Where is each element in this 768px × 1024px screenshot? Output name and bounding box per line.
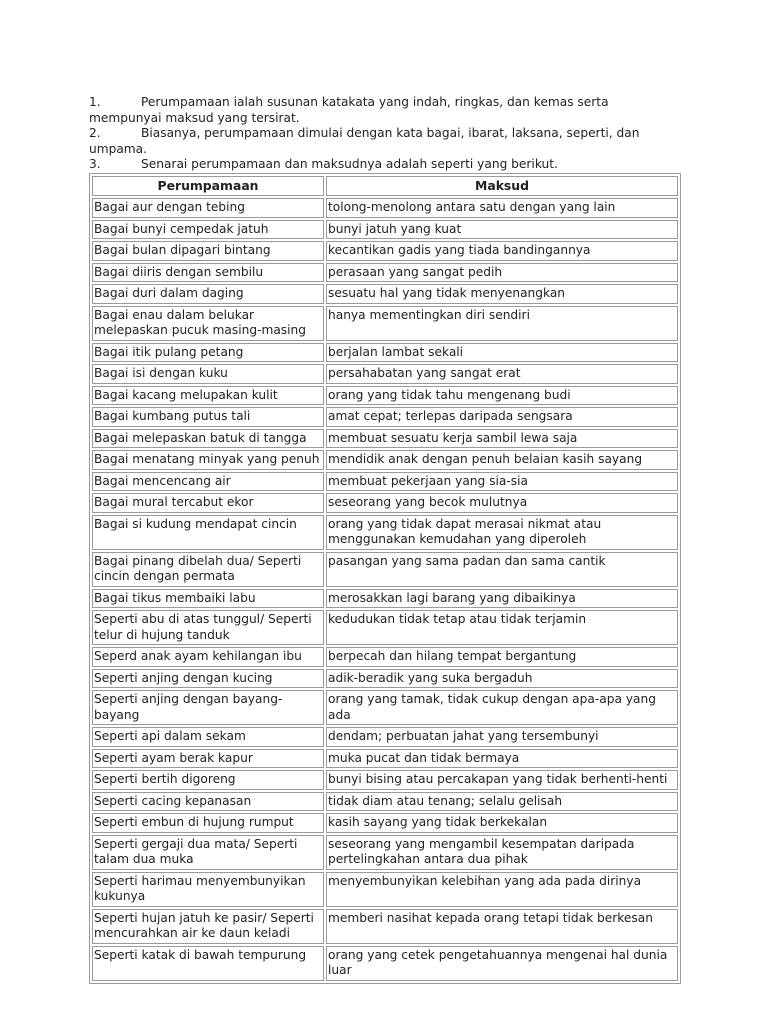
cell-perumpamaan: Seperd anak ayam kehilangan ibu (92, 647, 324, 667)
intro-text: Senarai perumpamaan dan maksudnya adalah seperti yang berikut. (141, 157, 558, 171)
table-row (92, 610, 678, 645)
cell-maksud: seseorang yang becok mulutnya (326, 493, 678, 513)
intro-item (89, 126, 681, 157)
table-row (92, 364, 678, 384)
table-body (92, 198, 678, 981)
table-row (92, 429, 678, 449)
cell-perumpamaan: Bagai diiris dengan sembilu (92, 263, 324, 283)
cell-perumpamaan: Seperti bertih digoreng (92, 770, 324, 790)
table-row (92, 792, 678, 812)
cell-perumpamaan: Seperti ayam berak kapur (92, 749, 324, 769)
cell-maksud: seseorang yang mengambil kesempatan daripada pertelingkahan antara dua pihak (326, 835, 678, 870)
intro-text: Perumpamaan ialah susunan katakata yang indah, ringkas, dan kemas serta mempunyai maksud yang tersirat. (89, 95, 609, 125)
cell-maksud: membuat sesuatu kerja sambil lewa saja (326, 429, 678, 449)
cell-maksud: merosakkan lagi barang yang dibaikinya (326, 589, 678, 609)
cell-maksud: adik-beradik yang suka bergaduh (326, 669, 678, 689)
table-row (92, 515, 678, 550)
cell-maksud: sesuatu hal yang tidak menyenangkan (326, 284, 678, 304)
cell-maksud: kasih sayang yang tidak berkekalan (326, 813, 678, 833)
cell-perumpamaan: Bagai bulan dipagari bintang (92, 241, 324, 261)
table-row (92, 690, 678, 725)
cell-maksud: berjalan lambat sekali (326, 343, 678, 363)
cell-maksud: berpecah dan hilang tempat bergantung (326, 647, 678, 667)
intro-number: 2. (89, 126, 101, 140)
table-row (92, 198, 678, 218)
cell-maksud: orang yang tidak dapat merasai nikmat atau menggunakan kemudahan yang diperoleh (326, 515, 678, 550)
cell-maksud: mendidik anak dengan penuh belaian kasih sayang (326, 450, 678, 470)
cell-perumpamaan: Seperti cacing kepanasan (92, 792, 324, 812)
column-header-perumpamaan: Perumpamaan (92, 176, 324, 197)
cell-perumpamaan: Bagai kacang melupakan kulit (92, 386, 324, 406)
table-row (92, 386, 678, 406)
intro-item (89, 157, 681, 173)
cell-maksud: tolong-menolong antara satu dengan yang lain (326, 198, 678, 218)
table-row (92, 241, 678, 261)
table-row (92, 647, 678, 667)
cell-perumpamaan: Bagai isi dengan kuku (92, 364, 324, 384)
table-row (92, 284, 678, 304)
cell-perumpamaan: Bagai itik pulang petang (92, 343, 324, 363)
table-row (92, 552, 678, 587)
table-row (92, 306, 678, 341)
table-row (92, 727, 678, 747)
cell-maksud: hanya mementingkan diri sendiri (326, 306, 678, 341)
cell-perumpamaan: Seperti api dalam sekam (92, 727, 324, 747)
intro-item (89, 95, 681, 126)
cell-maksud: orang yang cetek pengetahuannya mengenai hal dunia luar (326, 946, 678, 981)
table-row (92, 589, 678, 609)
cell-maksud: pasangan yang sama padan dan sama cantik (326, 552, 678, 587)
table-row (92, 813, 678, 833)
intro-list (89, 95, 681, 173)
table-row (92, 472, 678, 492)
cell-maksud: bunyi bising atau percakapan yang tidak berhenti-henti (326, 770, 678, 790)
intro-number: 1. (89, 95, 101, 109)
cell-perumpamaan: Seperti harimau menyembunyikan kukunya (92, 872, 324, 907)
cell-perumpamaan: Seperti abu di atas tunggul/ Seperti telur di hujung tanduk (92, 610, 324, 645)
cell-maksud: tidak diam atau tenang; selalu gelisah (326, 792, 678, 812)
cell-maksud: memberi nasihat kepada orang tetapi tidak berkesan (326, 909, 678, 944)
cell-perumpamaan: Bagai melepaskan batuk di tangga (92, 429, 324, 449)
cell-perumpamaan: Bagai bunyi cempedak jatuh (92, 220, 324, 240)
cell-perumpamaan: Bagai mencencang air (92, 472, 324, 492)
table-row (92, 263, 678, 283)
table-row (92, 909, 678, 944)
table-header-row (92, 176, 678, 197)
cell-maksud: orang yang tidak tahu mengenang budi (326, 386, 678, 406)
cell-perumpamaan: Seperti katak di bawah tempurung (92, 946, 324, 981)
cell-perumpamaan: Seperti anjing dengan kucing (92, 669, 324, 689)
table-row (92, 493, 678, 513)
cell-maksud: muka pucat dan tidak bermaya (326, 749, 678, 769)
table-row (92, 450, 678, 470)
cell-maksud: bunyi jatuh yang kuat (326, 220, 678, 240)
cell-perumpamaan: Bagai menatang minyak yang penuh (92, 450, 324, 470)
cell-perumpamaan: Bagai tikus membaiki labu (92, 589, 324, 609)
table-row (92, 872, 678, 907)
table-row (92, 749, 678, 769)
simile-table (89, 173, 681, 984)
cell-perumpamaan: Bagai pinang dibelah dua/ Seperti cincin dengan permata (92, 552, 324, 587)
cell-maksud: orang yang tamak, tidak cukup dengan apa-apa yang ada (326, 690, 678, 725)
table-row (92, 220, 678, 240)
table-row (92, 835, 678, 870)
cell-maksud: dendam; perbuatan jahat yang tersembunyi (326, 727, 678, 747)
cell-perumpamaan: Bagai kumbang putus tali (92, 407, 324, 427)
intro-number: 3. (89, 157, 101, 171)
cell-maksud: menyembunyikan kelebihan yang ada pada dirinya (326, 872, 678, 907)
cell-maksud: kecantikan gadis yang tiada bandingannya (326, 241, 678, 261)
intro-text: Biasanya, perumpamaan dimulai dengan kata bagai, ibarat, laksana, seperti, dan umpama. (89, 126, 640, 156)
cell-perumpamaan: Seperti gergaji dua mata/ Seperti talam dua muka (92, 835, 324, 870)
cell-perumpamaan: Bagai mural tercabut ekor (92, 493, 324, 513)
cell-maksud: membuat pekerjaan yang sia-sia (326, 472, 678, 492)
table-row (92, 343, 678, 363)
table-row (92, 946, 678, 981)
cell-perumpamaan: Bagai si kudung mendapat cincin (92, 515, 324, 550)
cell-perumpamaan: Seperti hujan jatuh ke pasir/ Seperti mencurahkan air ke daun keladi (92, 909, 324, 944)
cell-maksud: kedudukan tidak tetap atau tidak terjamin (326, 610, 678, 645)
cell-perumpamaan: Seperti embun di hujung rumput (92, 813, 324, 833)
cell-maksud: persahabatan yang sangat erat (326, 364, 678, 384)
document-page (89, 95, 681, 984)
cell-maksud: amat cepat; terlepas daripada sengsara (326, 407, 678, 427)
table-row (92, 407, 678, 427)
table-row (92, 669, 678, 689)
column-header-maksud: Maksud (326, 176, 678, 197)
table-row (92, 770, 678, 790)
cell-maksud: perasaan yang sangat pedih (326, 263, 678, 283)
cell-perumpamaan: Bagai aur dengan tebing (92, 198, 324, 218)
cell-perumpamaan: Bagai enau dalam belukar melepaskan pucuk masing-masing (92, 306, 324, 341)
cell-perumpamaan: Seperti anjing dengan bayang-bayang (92, 690, 324, 725)
cell-perumpamaan: Bagai duri dalam daging (92, 284, 324, 304)
